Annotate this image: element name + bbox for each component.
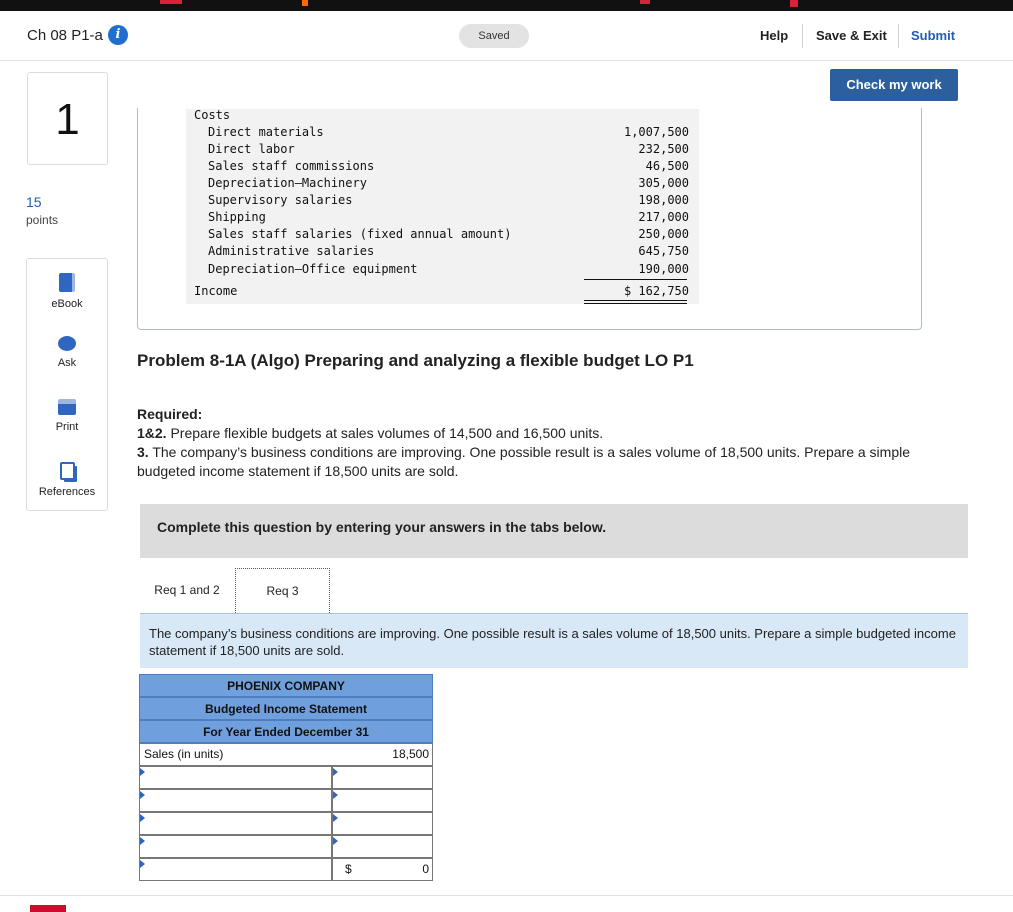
tab-panel-description: The company’s business conditions are improving. One possible result is a sales volume of 18,500 units. Prepare a simple budgeted income statement if 18,500 units are sold. bbox=[140, 614, 968, 668]
req12-number: 1&2. bbox=[137, 425, 167, 441]
income-label: Income bbox=[194, 284, 238, 298]
company-name: PHOENIX COMPANY bbox=[139, 674, 433, 697]
statement-row bbox=[186, 124, 699, 141]
ask-button[interactable] bbox=[27, 336, 107, 369]
statement-row bbox=[186, 261, 699, 278]
statement-row bbox=[186, 192, 699, 209]
cost-label: Sales staff salaries (fixed annual amount) bbox=[208, 227, 512, 241]
budgeted-income-statement bbox=[139, 674, 433, 882]
statement-row bbox=[186, 141, 699, 158]
sales-units-label: Sales (in units) bbox=[144, 747, 224, 761]
subtotal-underline bbox=[584, 279, 687, 280]
line-amount-input[interactable] bbox=[332, 835, 433, 858]
references-icon bbox=[60, 462, 75, 480]
ebook-icon bbox=[59, 273, 75, 292]
total-currency: $ bbox=[345, 862, 352, 876]
points-value: 15 bbox=[26, 194, 42, 210]
top-strip-mark bbox=[790, 0, 798, 7]
statement-title: Budgeted Income Statement bbox=[139, 697, 433, 720]
question-number[interactable]: 1 bbox=[27, 72, 108, 165]
total-double-underline bbox=[584, 300, 687, 301]
statement-row bbox=[186, 243, 699, 260]
cost-label: Administrative salaries bbox=[208, 244, 375, 258]
statement-row bbox=[186, 226, 699, 243]
info-icon[interactable]: i bbox=[108, 25, 128, 45]
submit-button[interactable]: Submit bbox=[911, 28, 956, 43]
cost-amount: 190,000 bbox=[638, 262, 689, 276]
top-strip-mark bbox=[302, 0, 308, 6]
line-label-input[interactable] bbox=[139, 835, 332, 858]
statement-row bbox=[186, 158, 699, 175]
tab-req-3[interactable]: Req 3 bbox=[235, 568, 330, 613]
header-divider bbox=[898, 24, 899, 48]
cost-amount: 232,500 bbox=[638, 142, 689, 156]
costs-label: Costs bbox=[194, 108, 231, 122]
brand-logo-fragment bbox=[30, 905, 66, 912]
print-label: Print bbox=[55, 421, 79, 433]
sales-units-value: 18,500 bbox=[392, 747, 429, 761]
ebook-label: eBook bbox=[51, 298, 83, 310]
references-button[interactable] bbox=[27, 462, 107, 498]
req3-text: The company’s business conditions are improving. One possible result is a sales volume of 18,500 units. Prepare a simple budgeted income statement if 18,500 units are sold. bbox=[137, 444, 911, 479]
print-icon bbox=[58, 399, 76, 415]
header-divider bbox=[802, 24, 803, 48]
line-amount-input[interactable] bbox=[332, 766, 433, 789]
cost-amount: 645,750 bbox=[638, 244, 689, 258]
cost-label: Shipping bbox=[208, 210, 266, 224]
references-label: References bbox=[38, 486, 96, 498]
side-tools bbox=[26, 258, 108, 511]
tab-req-1-and-2[interactable]: Req 1 and 2 bbox=[154, 583, 220, 597]
line-label-input[interactable] bbox=[139, 812, 332, 835]
assignment-title: Ch 08 P1-a bbox=[27, 27, 103, 44]
ask-icon bbox=[58, 336, 76, 351]
cost-label: Sales staff commissions bbox=[208, 159, 375, 173]
help-button[interactable]: Help bbox=[760, 28, 789, 43]
required-label: Required: bbox=[137, 406, 203, 422]
cost-amount: 217,000 bbox=[638, 210, 689, 224]
save-exit-button[interactable]: Save & Exit bbox=[816, 28, 887, 43]
cost-amount: 250,000 bbox=[638, 227, 689, 241]
points-label: points bbox=[26, 213, 59, 227]
line-amount-input[interactable] bbox=[332, 789, 433, 812]
top-strip-mark bbox=[160, 0, 182, 4]
cost-label: Direct materials bbox=[208, 125, 324, 139]
line-label-input[interactable] bbox=[139, 789, 332, 812]
total-amount-cell bbox=[332, 858, 433, 881]
top-strip-mark bbox=[640, 0, 650, 4]
cost-label: Depreciation—Machinery bbox=[208, 176, 367, 190]
statement-row bbox=[186, 209, 699, 226]
requirements bbox=[137, 405, 967, 481]
req3-number: 3. bbox=[137, 444, 149, 460]
total-double-underline bbox=[584, 303, 687, 304]
statement-row bbox=[186, 283, 699, 300]
income-amount: $ 162,750 bbox=[623, 284, 689, 298]
print-button[interactable] bbox=[27, 399, 107, 433]
bottom-divider bbox=[0, 895, 1013, 896]
total-value: 0 bbox=[422, 862, 429, 876]
statement-row bbox=[186, 175, 699, 192]
ebook-button[interactable] bbox=[27, 273, 107, 310]
statement-row bbox=[186, 107, 699, 124]
assignment-header bbox=[0, 11, 1013, 61]
instructions-text: Complete this question by entering your answers in the tabs below. bbox=[157, 519, 607, 535]
cost-amount: 46,500 bbox=[645, 159, 689, 173]
statement-period: For Year Ended December 31 bbox=[139, 720, 433, 743]
line-label-input[interactable] bbox=[139, 766, 332, 789]
cost-amount: 198,000 bbox=[638, 193, 689, 207]
problem-title: Problem 8-1A (Algo) Preparing and analyzing a flexible budget LO P1 bbox=[137, 351, 694, 370]
sales-units-row bbox=[139, 743, 433, 766]
ask-label: Ask bbox=[57, 357, 77, 369]
cost-label: Direct labor bbox=[208, 142, 295, 156]
total-label-input[interactable] bbox=[139, 858, 332, 881]
check-my-work-button[interactable]: Check my work bbox=[830, 69, 958, 101]
instructions-bar bbox=[140, 504, 968, 558]
line-amount-input[interactable] bbox=[332, 812, 433, 835]
cost-amount: 305,000 bbox=[638, 176, 689, 190]
cost-label: Depreciation—Office equipment bbox=[208, 262, 418, 276]
browser-top-strip bbox=[0, 0, 1013, 11]
fixed-budget-statement bbox=[186, 109, 699, 304]
saved-status-badge: Saved bbox=[459, 24, 529, 48]
cost-label: Supervisory salaries bbox=[208, 193, 353, 207]
cost-amount: 1,007,500 bbox=[623, 125, 689, 139]
req12-text: Prepare flexible budgets at sales volumes of 14,500 and 16,500 units. bbox=[166, 425, 604, 441]
